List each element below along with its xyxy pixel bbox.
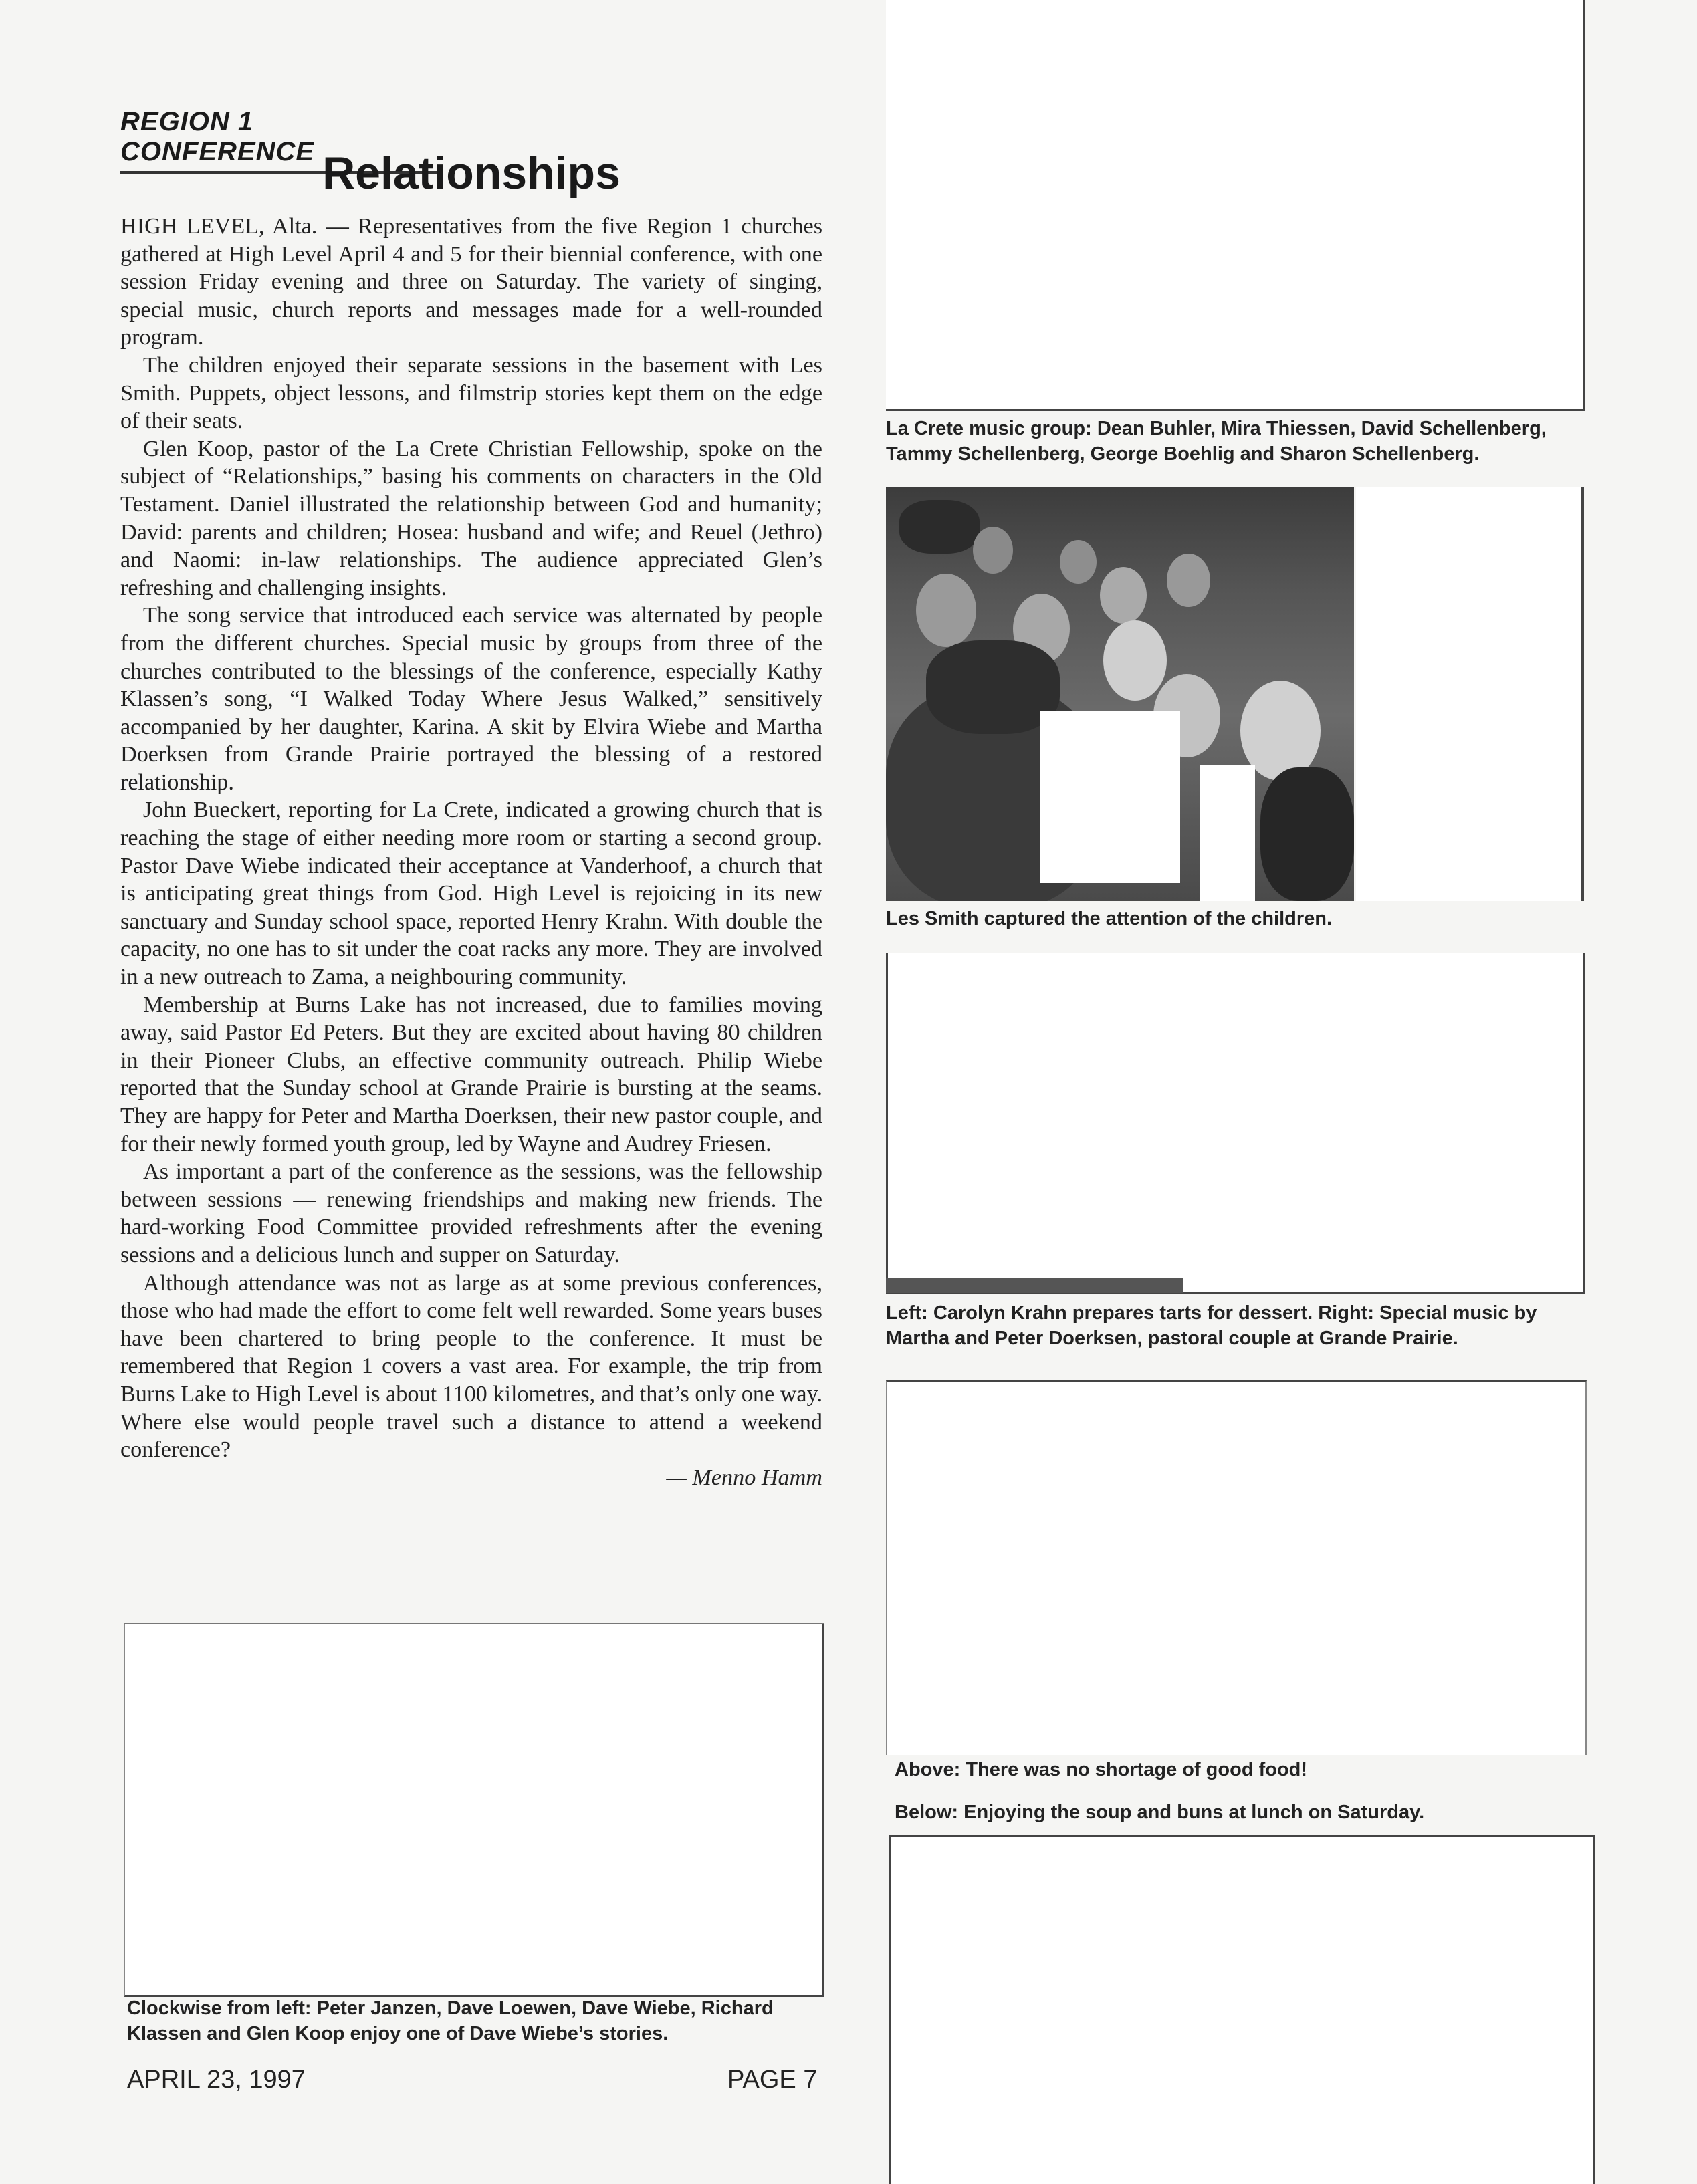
article-paragraph: The children enjoyed their separate sessions in the basement with Les Smith. Puppets, object lessons, and filmstrip stories kept them on the edge of their seats. xyxy=(120,352,822,434)
tarts-caption: Left: Carolyn Krahn prepares tarts for dessert. Right: Special music by Martha and Peter Doerksen, pastoral couple at Grande Prairie. xyxy=(886,1302,1537,1349)
food-photo-above xyxy=(886,1380,1587,1755)
music-group-photo xyxy=(886,0,1585,411)
children-photo-border xyxy=(1581,487,1584,901)
clockwise-group-photo xyxy=(124,1623,824,1997)
footer-page-number: PAGE 7 xyxy=(727,2066,818,2094)
children-photo-redaction xyxy=(1356,487,1581,901)
children-caption: Les Smith captured the attention of the children. xyxy=(886,908,1333,929)
children-photo-redaction xyxy=(1040,711,1180,883)
article-paragraph: The song service that introduced each service was alternated by people from the different churches. Special music by groups from three of the churches contributed to the blessings of the conference, especially Kathy Klassen’s song, “I Walked Today Where Jesus Walked,” sensitively accompanied by her daughter, Karina. A skit by Elvira Wiebe and Martha Doerksen from Grande Prairie portrayed the blessing of a restored relationship. xyxy=(120,603,822,795)
food-photo-below xyxy=(889,1835,1595,2184)
article-paragraph: Although attendance was not as large as at some previous conferences, those who had made the effort to come felt well rewarded. Some years buses have been chartered to bring people to the conference. It must be remembered that Region 1 covers a vast area. For example, the trip from Burns Lake to High Level is about 1100 kilometres, and that’s only one way. Where else would people travel such a distance to attend a weekend conference? xyxy=(120,1270,822,1463)
food-above-caption: Above: There was no shortage of good food! xyxy=(895,1759,1308,1780)
article-paragraph: Membership at Burns Lake has not increased, due to families moving away, said Pastor Ed Peters. But they are excited about having 80 children in their Pioneer Clubs, an effective community outreach. Philip Wiebe reported that the Sunday school at Grande Prairie is bursting at the seams. They are happy for Peter and Martha Doerksen, their new pastor couple, and for their newly formed youth group, led by Wayne and Audrey Friesen. xyxy=(120,992,822,1157)
food-below-caption: Below: Enjoying the soup and buns at lunch on Saturday. xyxy=(895,1802,1425,1823)
article-headline: Relationships xyxy=(322,148,620,199)
children-photo-redaction xyxy=(1200,765,1255,901)
music-group-caption: La Crete music group: Dean Buhler, Mira Thiessen, David Schellenberg, Tammy Schellenberg, George Boehlig and Sharon Schellenberg. xyxy=(886,418,1547,465)
article-paragraph: John Bueckert, reporting for La Crete, indicated a growing church that is reaching the stage of either needing more room or starting a second group. Pastor Dave Wiebe indicated their acceptance at Vanderhoof, a church that is anticipating great things from God. High Level is rejoicing in its new sanctuary and Sunday school space, reported Henry Krahn. With double the capacity, no one has to sit under the coat racks any more. They are involved in a new outreach to Zama, a neighbouring community. xyxy=(120,798,822,990)
article-paragraph: As important a part of the conference as the sessions, was the fellowship between sessions — renewing friendships and making new friends. The hard-working Food Committee provided refreshments after the evening sessions and a delicious lunch and supper on Saturday. xyxy=(120,1159,822,1267)
article-body xyxy=(120,213,822,1491)
article-paragraph: HIGH LEVEL, Alta. — Representatives from the five Region 1 churches gathered at High Level April 4 and 5 for their biennial conference, with one session Friday evening and three on Saturday. The variety of singing, special music, church reports and messages made for a well-rounded program. xyxy=(120,214,822,350)
section-tag: REGION 1 CONFERENCE xyxy=(120,107,443,174)
article-byline: — Menno Hamm xyxy=(666,1465,822,1490)
article-paragraph: Glen Koop, pastor of the La Crete Christian Fellowship, spoke on the subject of “Relationships,” basing his comments on characters in the Old Testament. Daniel illustrated the relationship between God and humanity; David: parents and children; Hosea: husband and wife; and Reuel (Jethro) and Naomi: in-law relationships. The audience appreciated Glen’s refreshing and challenging insights. xyxy=(120,436,822,600)
tarts-photo xyxy=(886,953,1585,1294)
clockwise-caption: Clockwise from left: Peter Janzen, Dave Loewen, Dave Wiebe, Richard Klassen and Glen Koop enjoy one of Dave Wiebe’s stories. xyxy=(127,1997,774,2044)
footer-date: APRIL 23, 1997 xyxy=(127,2066,306,2094)
tarts-photo-strip xyxy=(886,1278,1183,1293)
